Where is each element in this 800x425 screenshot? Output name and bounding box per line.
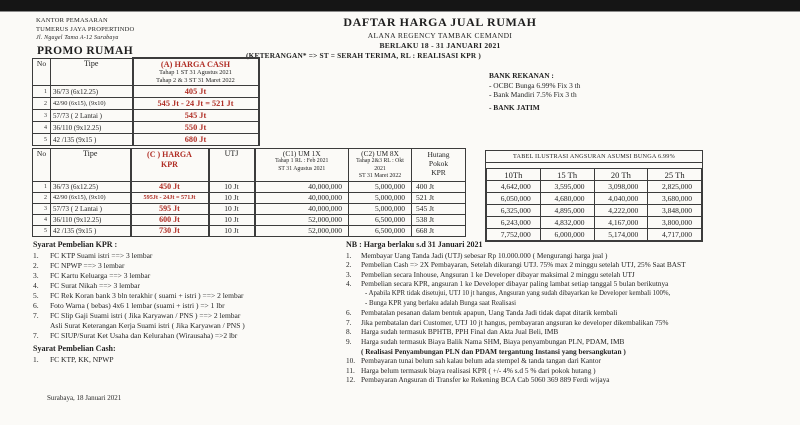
item-number: 2.	[33, 261, 39, 270]
item-number: 7.	[33, 331, 39, 340]
list-item	[33, 251, 345, 261]
angsuran-20th-value: 4,167,000	[594, 217, 648, 229]
house-type: 36/110 (9x12.25)	[51, 214, 131, 225]
office-line: Jl. Ngagel Tama A-12 Surabaya	[36, 35, 119, 41]
item-text: ( Realisasi Penyambungan PLN dan PDAM tergantung Instansi yang bersangkutan )	[361, 346, 626, 356]
list-item	[346, 299, 800, 309]
row-number: 2	[33, 192, 51, 203]
table-row	[487, 217, 702, 229]
table-row	[487, 229, 702, 241]
table-row	[487, 205, 702, 217]
item-number: 2.	[346, 260, 352, 270]
syarat-cash-section	[33, 344, 345, 365]
item-text: Harga sudah termasuk Biaya Balik Nama SHM, Biaya penyambungan PLN, PDAM, IMB	[361, 336, 625, 346]
um8x-value: 6,500,000	[349, 214, 412, 225]
kpr-col-hutang	[412, 149, 466, 182]
hutang-line: KPR	[431, 168, 446, 177]
item-text: FC Slip Gaji Suami istri ( Jika Karyawan / PNS ) ==> 2 lembar	[50, 311, 241, 320]
row-number: 4	[33, 122, 51, 134]
item-number: 6.	[346, 308, 352, 318]
syarat-cash-list	[33, 355, 345, 365]
kpr-table-body	[33, 181, 466, 236]
kpr-header-row	[33, 149, 466, 182]
item-number: 4.	[33, 281, 39, 290]
angsuran-header-row	[487, 169, 702, 181]
item-text: Foto Warna ( bebas) 4x6 1 lembar (suami + istri ) => 1 lbr	[50, 301, 225, 310]
list-item	[346, 279, 800, 289]
table-row	[33, 122, 259, 134]
item-number: 6.	[33, 301, 39, 310]
angsuran-25th-value: 3,680,000	[648, 193, 702, 205]
house-type: 36/110 (9x12.25)	[51, 122, 133, 134]
cash-price: 545 Jt	[133, 110, 259, 122]
list-item	[33, 331, 345, 341]
house-type: 42/90 (6x15), (9x10)	[51, 192, 131, 203]
hutang-pokok-value: 668 Jt	[412, 225, 466, 236]
item-number: 1.	[33, 251, 39, 260]
kpr-price-table	[32, 148, 466, 237]
row-number: 4	[33, 214, 51, 225]
item-text: Pembayaran Angsuran di Transfer ke Rekening BCA Cab 5060 369 889 Ferdi wijaya	[361, 375, 610, 385]
hutang-pokok-value: 521 Jt	[412, 192, 466, 203]
table-row	[33, 181, 466, 192]
angsuran-10th-value: 4,642,000	[487, 181, 541, 193]
syarat-kpr-list	[33, 251, 345, 341]
angsuran-20th-value: 4,222,000	[594, 205, 648, 217]
kpr-col-price	[131, 149, 209, 182]
nb-notes-section	[346, 240, 800, 385]
table-row	[487, 193, 702, 205]
angsuran-col-10th: 10Th	[487, 169, 541, 181]
angsuran-15th-value: 4,832,000	[540, 217, 594, 229]
cash-price: 680 Jt	[133, 134, 259, 146]
um1x-value: 40,000,000	[255, 203, 349, 214]
table-row	[33, 98, 259, 110]
angsuran-15th-value: 3,595,000	[540, 181, 594, 193]
row-number: 5	[33, 134, 51, 146]
list-item	[33, 261, 345, 271]
utj-value: 10 Jt	[209, 192, 255, 203]
list-item	[33, 271, 345, 281]
um8x-title: (C2) UM 8X	[361, 149, 399, 158]
um1x-title: (C1) UM 1X	[282, 149, 321, 158]
kpr-price: 595Jt - 24Jt = 571Jt	[131, 192, 209, 203]
item-text: FC KTP, KK, NPWP	[50, 355, 114, 364]
list-item	[33, 301, 345, 311]
item-text: Harga belum termasuk biaya realisasi KPR ( +/- 4% s.d 5 % dari pokok hutang )	[361, 365, 596, 375]
item-text: - Bunga KPR yang berlaku adalah Bunga saat Realisasi	[365, 299, 517, 307]
item-number: 11.	[346, 365, 355, 375]
cash-col-price	[133, 58, 259, 86]
table-row	[33, 225, 466, 236]
row-number: 1	[33, 86, 51, 98]
cash-price: 545 Jt - 24 Jt = 521 Jt	[133, 98, 259, 110]
nb-list	[346, 251, 800, 385]
list-item	[346, 308, 800, 318]
house-type: 36/73 (6x12.25)	[51, 181, 131, 192]
office-line: KANTOR PEMASARAN	[36, 17, 108, 24]
list-item	[346, 327, 800, 337]
list-item	[33, 291, 345, 301]
item-number: 3.	[33, 271, 39, 280]
promo-heading: PROMO RUMAH	[37, 45, 134, 57]
angsuran-title: TABEL ILUSTRASI ANGSURAN ASUMSI BUNGA 6.99%	[486, 151, 702, 163]
angsuran-15th-value: 4,680,000	[540, 193, 594, 205]
um1x-sub: ST 31 Agustus 2021	[278, 165, 326, 172]
list-item	[346, 375, 800, 385]
list-item	[346, 270, 800, 280]
list-item	[346, 356, 800, 366]
item-number: 9.	[346, 336, 352, 346]
utj-value: 10 Jt	[209, 214, 255, 225]
item-number: 1.	[346, 250, 352, 260]
table-row	[33, 192, 466, 203]
list-item	[33, 321, 345, 331]
item-text: Pembatalan pesanan dalam bentuk apapun, Uang Tanda Jadi tidak dapat ditarik kembali	[361, 308, 618, 318]
page-title: DAFTAR HARGA JUAL RUMAH	[343, 15, 537, 29]
um8x-value: 6,500,000	[349, 225, 412, 236]
angsuran-15th-value: 6,000,000	[540, 229, 594, 241]
kpr-price-title: (C ) HARGA	[147, 150, 192, 159]
validity-period: BERLAKU 18 - 31 JANUARI 2021	[379, 41, 501, 50]
item-text: Membayar Uang Tanda Jadi (UTJ) sebesar Rp 10.000.000 ( Mengurangi harga jual )	[361, 250, 608, 260]
angsuran-table-body	[487, 181, 702, 241]
angsuran-10th-value: 6,243,000	[487, 217, 541, 229]
item-text: - Apabila KPR tidak disetujui, UTJ 10 jt hangus, Angsuran yang sudah dibayarkan ke Developer kembali 100%,	[365, 289, 671, 297]
item-number: 7.	[346, 317, 352, 327]
item-text: FC NPWP ==> 3 lembar	[50, 261, 125, 270]
page-subtitle: ALANA REGENCY TAMBAK CEMANDI	[367, 31, 513, 40]
row-number: 3	[33, 203, 51, 214]
bank-item: - Bank Mandiri 7.5% Fix 3 th	[489, 90, 577, 100]
item-text: FC SIUP/Surat Ket Usaha dan Kelurahan (Wirausaha) =>2 lbr	[50, 331, 238, 340]
utj-value: 10 Jt	[209, 225, 255, 236]
cash-price-sub: Tahap 1 ST 31 Agustus 2021	[159, 69, 232, 76]
item-text: FC Rek Koran bank 3 bln terakhir ( suami + istri ) ==> 2 lembar	[50, 291, 244, 300]
um1x-sub: Tahap 1 RL : Feb 2021	[275, 158, 329, 164]
kpr-price: 595 Jt	[131, 203, 209, 214]
angsuran-25th-value: 3,800,000	[648, 217, 702, 229]
angsuran-20th-value: 3,098,000	[594, 181, 648, 193]
utj-value: 10 Jt	[209, 181, 255, 192]
kpr-col-tipe: Tipe	[51, 149, 131, 182]
office-line: TUMERUS JAYA PROPERTINDO	[36, 25, 135, 33]
list-item	[33, 281, 345, 291]
angsuran-10th-value: 6,050,000	[487, 193, 541, 205]
scan-edge-band	[0, 0, 800, 12]
item-number: 8.	[346, 327, 352, 337]
angsuran-illustration-table	[485, 150, 703, 242]
list-item	[346, 251, 800, 261]
angsuran-10th-value: 7,752,000	[487, 229, 541, 241]
row-number: 2	[33, 98, 51, 110]
kpr-price: 450 Jt	[131, 181, 209, 192]
kpr-col-um1x	[255, 149, 349, 182]
angsuran-25th-value: 4,717,000	[648, 229, 702, 241]
item-text: FC KTP Suami istri ==> 3 lembar	[50, 251, 153, 260]
house-type: 36/73 (6x12.25)	[51, 86, 133, 98]
item-text: FC Surat Nikah ==> 3 lembar	[50, 281, 140, 290]
document-title-block	[300, 15, 580, 50]
table-row	[33, 134, 259, 146]
kpr-col-utj: UTJ	[209, 149, 255, 182]
hutang-line: Pokok	[428, 159, 449, 168]
kpr-price: 600 Jt	[131, 214, 209, 225]
cash-price-table	[32, 57, 260, 146]
angsuran-20th-value: 4,040,000	[594, 193, 648, 205]
um8x-sub: ST 31 Maret 2022	[358, 173, 402, 179]
table-row	[33, 86, 259, 98]
nb-heading: NB : Harga berlaku s.d 31 Januari 2021	[346, 240, 483, 249]
angsuran-col-20th: 20 Th	[594, 169, 648, 181]
um8x-value: 5,000,000	[349, 203, 412, 214]
house-type: 42 /135 (9x15 )	[51, 225, 131, 236]
item-text: Pembelian Cash => 2X Pembayaran, Setelah dikurangi UTJ. 75% max 2 minggu setelah UTJ, 25% Saat BAST	[361, 260, 686, 270]
um1x-value: 52,000,000	[255, 214, 349, 225]
angsuran-15th-value: 4,895,000	[540, 205, 594, 217]
cash-header-row	[33, 58, 259, 86]
um1x-value: 52,000,000	[255, 225, 349, 236]
row-number: 1	[33, 181, 51, 192]
angsuran-25th-value: 2,825,000	[648, 181, 702, 193]
um1x-value: 40,000,000	[255, 192, 349, 203]
house-type: 57/73 ( 2 Lantai )	[51, 110, 133, 122]
list-item	[346, 347, 800, 357]
um8x-value: 5,000,000	[349, 181, 412, 192]
angsuran-col-25th: 25 Th	[648, 169, 702, 181]
cash-price-sub: Tahap 2 & 3 ST 31 Maret 2022	[156, 77, 235, 84]
hutang-pokok-value: 400 Jt	[412, 181, 466, 192]
signoff-date: Surabaya, 18 Januari 2021	[47, 394, 122, 402]
cash-table-body	[33, 86, 259, 146]
item-number: 3.	[346, 269, 352, 279]
kpr-col-no: No	[33, 149, 51, 182]
angsuran-25th-value: 3,848,000	[648, 205, 702, 217]
item-text: Pembelian secara KPR, angsuran 1 ke Developer dibayar paling lambat setiap tanggal 5 bulan berikutnya	[361, 279, 669, 289]
kpr-price: 730 Jt	[131, 225, 209, 236]
house-type: 42/90 (6x15), (9x10)	[51, 98, 133, 110]
utj-value: 10 Jt	[209, 203, 255, 214]
keterangan-note: (KETERANGAN* => ST = SERAH TERIMA, RL : REALISASI KPR )	[246, 51, 482, 60]
item-number	[346, 299, 361, 309]
item-number	[346, 347, 361, 357]
kpr-col-um8x	[349, 149, 412, 182]
cash-col-tipe: Tipe	[51, 58, 133, 86]
um1x-value: 40,000,000	[255, 181, 349, 192]
item-text: Pembayaran tunai belum sah kalau belum ada stempel & tanda tangan dari Kantor	[361, 356, 601, 366]
syarat-kpr-section	[33, 240, 345, 341]
list-item	[346, 318, 800, 328]
um8x-value: 5,000,000	[349, 192, 412, 203]
list-item	[346, 260, 800, 270]
list-item	[33, 311, 345, 321]
row-number: 5	[33, 225, 51, 236]
angsuran-10th-value: 6,325,000	[487, 205, 541, 217]
hutang-line: Hutang	[427, 150, 450, 159]
table-row	[33, 203, 466, 214]
item-number: 12.	[346, 375, 356, 385]
table-row	[33, 214, 466, 225]
list-item	[33, 355, 345, 365]
hutang-pokok-value: 545 Jt	[412, 203, 466, 214]
syarat-cash-heading: Syarat Pembelian Cash:	[33, 344, 116, 353]
item-number: 5.	[33, 291, 39, 300]
list-item	[346, 366, 800, 376]
angsuran-20th-value: 5,174,000	[594, 229, 648, 241]
cash-price: 550 Jt	[133, 122, 259, 134]
bank-rekanan-block	[489, 71, 580, 112]
item-text: Harga sudah termasuk BPHTB, PPH Final dan Akta Jual Beli, IMB	[361, 327, 559, 337]
syarat-kpr-heading: Syarat Pembelian KPR :	[33, 240, 118, 249]
office-address-block	[36, 17, 134, 43]
item-number	[346, 289, 361, 299]
bank-item: - OCBC Bunga 6.99% Fix 3 th	[489, 80, 581, 90]
row-number: 3	[33, 110, 51, 122]
house-type: 42 /135 (9x15 )	[51, 134, 133, 146]
item-number: 4.	[346, 279, 352, 289]
item-number: 7.	[33, 311, 39, 320]
item-number	[33, 321, 50, 331]
item-number: 1.	[33, 355, 39, 364]
item-text: FC Kartu Keluarga ==> 3 lembar	[50, 271, 151, 280]
item-text: Asli Surat Keterangan Kerja Suami istri ( Jika Karyawan / PNS )	[50, 321, 245, 330]
item-text: Pembelian secara Inhouse, Angsuran 1 ke Developer dibayar maksimal 2 minggu setelah UTJ	[361, 269, 635, 279]
cash-col-no: No	[33, 58, 51, 86]
table-row	[33, 110, 259, 122]
item-number: 10.	[346, 356, 356, 366]
hutang-pokok-value: 538 Jt	[412, 214, 466, 225]
item-text: Jika pembatalan dari Customer, UTJ 10 jt hangus, pembayaran angsuran ke developer dikembalikan 75%	[361, 317, 669, 327]
list-item	[346, 337, 800, 347]
angsuran-col-15th: 15 Th	[540, 169, 594, 181]
table-row	[487, 181, 702, 193]
bank-item: - BANK JATIM	[489, 102, 540, 112]
house-type: 57/73 ( 2 Lantai )	[51, 203, 131, 214]
cash-price-title: (A) HARGA CASH	[160, 60, 231, 69]
list-item	[346, 289, 800, 299]
bank-heading: BANK REKANAN :	[489, 71, 554, 80]
cash-price: 405 Jt	[133, 86, 259, 98]
kpr-price-title: KPR	[161, 159, 178, 169]
um8x-sub: Tahap 2&3 RL : Okt 2021	[356, 158, 404, 172]
